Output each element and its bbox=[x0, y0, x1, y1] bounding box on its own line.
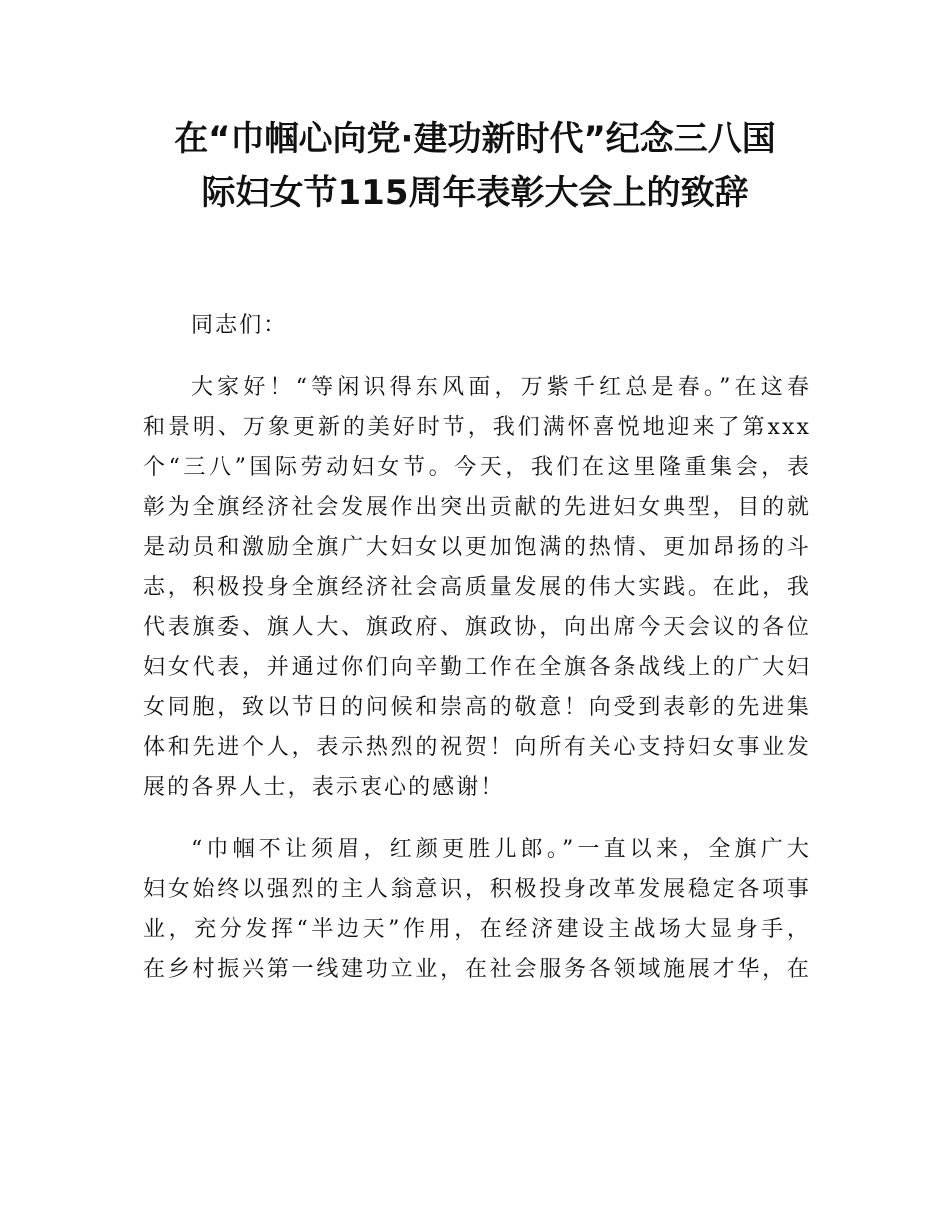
paragraph-line: 体和先进个人，表示热烈的祝贺！向所有关心支持妇女事业发 bbox=[143, 735, 811, 760]
title-line-2: 际妇女节115周年表彰大会上的致辞 bbox=[201, 173, 749, 213]
paragraph-line: 在乡村振兴第一线建功立业，在社会服务各领域施展才华，在 bbox=[143, 957, 811, 982]
paragraph-gap bbox=[143, 808, 811, 830]
paragraph-line: 和景明、万象更新的美好时节，我们满怀喜悦地迎来了第xxx bbox=[143, 415, 811, 440]
paragraph-line: 个“三八”国际劳动妇女节。今天，我们在这里隆重集会，表 bbox=[143, 455, 811, 480]
paragraph-line: 展的各界人士，表示衷心的感谢！ bbox=[143, 775, 505, 800]
paragraph-line: 妇女始终以强烈的主人翁意识，积极投身改革发展稳定各项事 bbox=[143, 877, 811, 902]
paragraph-line: 女同胞，致以节日的问候和崇高的敬意！向受到表彰的先进集 bbox=[143, 695, 811, 720]
document-title bbox=[100, 112, 850, 220]
paragraph-line: 业，充分发挥“半边天”作用，在经济建设主战场大显身手， bbox=[143, 917, 811, 942]
title-line-1: 在“巾帼心向党·建功新时代”纪念三八国 bbox=[174, 119, 776, 159]
paragraph-1 bbox=[143, 368, 811, 808]
paragraph-gap bbox=[143, 346, 811, 368]
document-body bbox=[143, 306, 811, 990]
paragraph-line: 是动员和激励全旗广大妇女以更加饱满的热情、更加昂扬的斗 bbox=[143, 535, 811, 560]
paragraph-line: 代表旗委、旗人大、旗政府、旗政协，向出席今天会议的各位 bbox=[143, 615, 811, 640]
paragraph-line: 彰为全旗经济社会发展作出突出贡献的先进妇女典型，目的就 bbox=[143, 495, 811, 520]
paragraph-line: 大家好！“等闲识得东风面，万紫千红总是春。”在这春 bbox=[191, 375, 811, 400]
paragraph-line: 妇女代表，并通过你们向辛勤工作在全旗各条战线上的广大妇 bbox=[143, 655, 811, 680]
greeting: 同志们： bbox=[191, 313, 288, 338]
paragraph-line: 志，积极投身全旗经济社会高质量发展的伟大实践。在此，我 bbox=[143, 575, 811, 600]
paragraph-2 bbox=[143, 830, 811, 990]
paragraph-line: “巾帼不让须眉，红颜更胜儿郎。”一直以来，全旗广大 bbox=[191, 837, 811, 862]
